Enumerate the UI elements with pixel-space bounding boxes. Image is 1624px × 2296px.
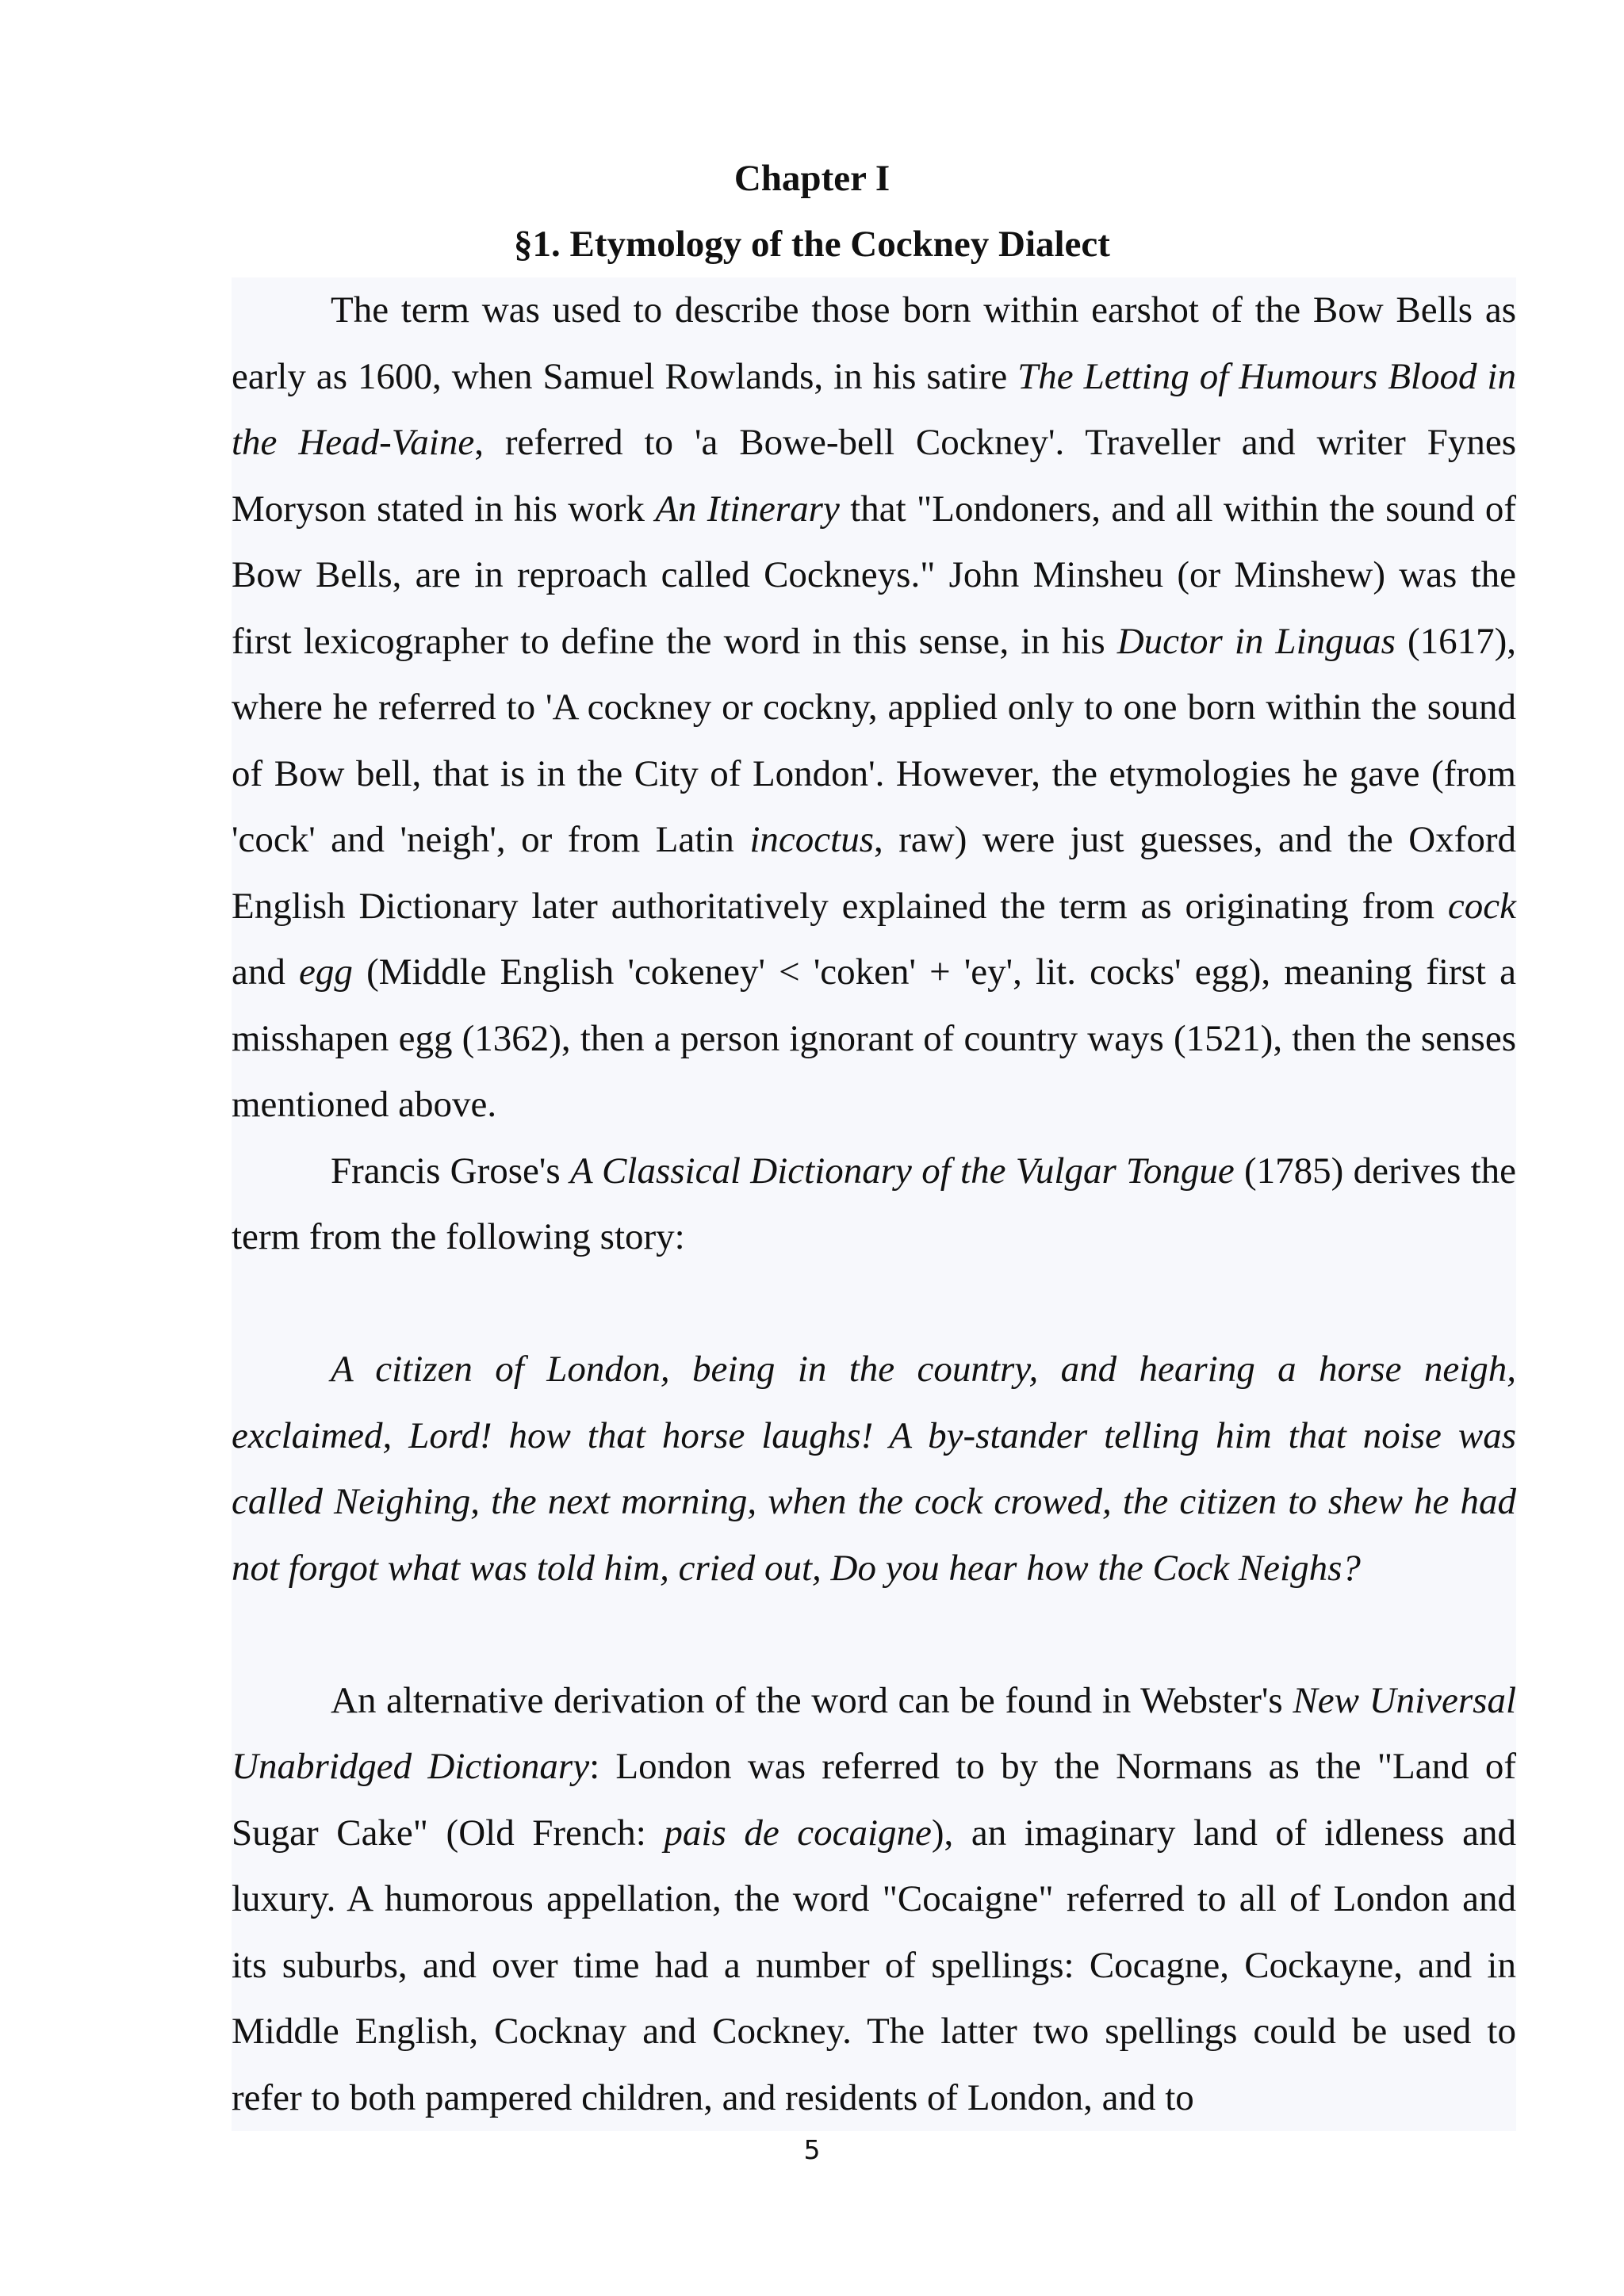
text-span: and [232, 951, 300, 993]
body-text [232, 277, 1516, 2131]
block-quote: A citizen of London, being in the country, and hearing a horse neigh, exclaimed, Lord! how that horse laughs! A by-stander telling him that noise was called Neighing, the next morning, when the cock crowed, the citizen to shew he had not forgot what was told him, cried out, Do you hear how the Cock Neighs? [232, 1349, 1516, 1589]
page-number: 5 [803, 2134, 821, 2165]
chapter-title: Chapter I [733, 158, 891, 199]
italic-term: incoctus [749, 819, 874, 860]
section-title: §1. Etymology of the Cockney Dialect [514, 224, 1110, 265]
paragraph-grose [232, 1138, 1516, 1271]
italic-title: Ductor in Linguas [1116, 620, 1396, 662]
blank-line [232, 1601, 1516, 1668]
italic-term: egg [299, 951, 353, 993]
italic-title: New Universal Unabridged Dictionary [232, 1679, 1516, 1787]
text-span: Francis Grose's [331, 1150, 570, 1192]
text-span: : London was referred to by the Normans as the "Land of Sugar Cake" (Old French: [232, 1746, 1517, 1854]
italic-term: pais de cocaigne [664, 1812, 932, 1854]
paragraph-etymology [232, 277, 1516, 1138]
italic-title: An Itinerary [655, 488, 840, 530]
text-span: ), an imaginary land of idleness and luxury. A humorous appellation, the word "Cocaigne" referred to all of London and its suburbs, and over time had a number of spellings: Cocagne, Cockayne, and in Middle English, Cocknay and Cockney. The latter two spellings could be used to refer to both pampered children, and residents of London, and to [232, 1812, 1516, 2118]
blank-line [232, 1271, 1516, 1337]
italic-title: A Classical Dictionary of the Vulgar Tongue [569, 1150, 1235, 1192]
paragraph-webster [232, 1668, 1516, 2132]
text-span: (1785) derives the term from the following story: [232, 1150, 1517, 1257]
text-span: , raw) were just guesses, and the Oxford English Dictionary later authoritatively explained the term as originating from [232, 819, 1516, 927]
text-span: (1617), where he referred to 'A cockney or cockny, applied only to one born within the sound of Bow bell, that is in the City of London'. However, the etymologies he gave (from 'cock' and 'neigh', or from Latin [232, 620, 1516, 860]
text-span: (Middle English 'cokeney' < 'coken' + 'ey', lit. cocks' egg), meaning first a misshapen egg (1362), then a person ignorant of country ways (1521), then the senses mentioned above. [232, 951, 1516, 1125]
text-span: , referred to 'a Bowe-bell Cockney'. Traveller and writer Fynes Moryson stated in his work [232, 422, 1516, 530]
text-span: that "Londoners, and all within the sound of Bow Bells, are in reproach called Cockneys." John Minsheu (or Minshew) was the first lexicographer to define the word in this sense, in his [232, 488, 1516, 662]
text-span: An alternative derivation of the word can be found in Webster's [331, 1679, 1293, 1721]
italic-term: cock [1447, 885, 1516, 927]
text-span: The term was used to describe those born within earshot of the Bow Bells as early as 1600, when Samuel Rowlands, in his satire [232, 289, 1516, 397]
italic-title: The Letting of Humours Blood in the Head-Vaine [232, 355, 1516, 463]
